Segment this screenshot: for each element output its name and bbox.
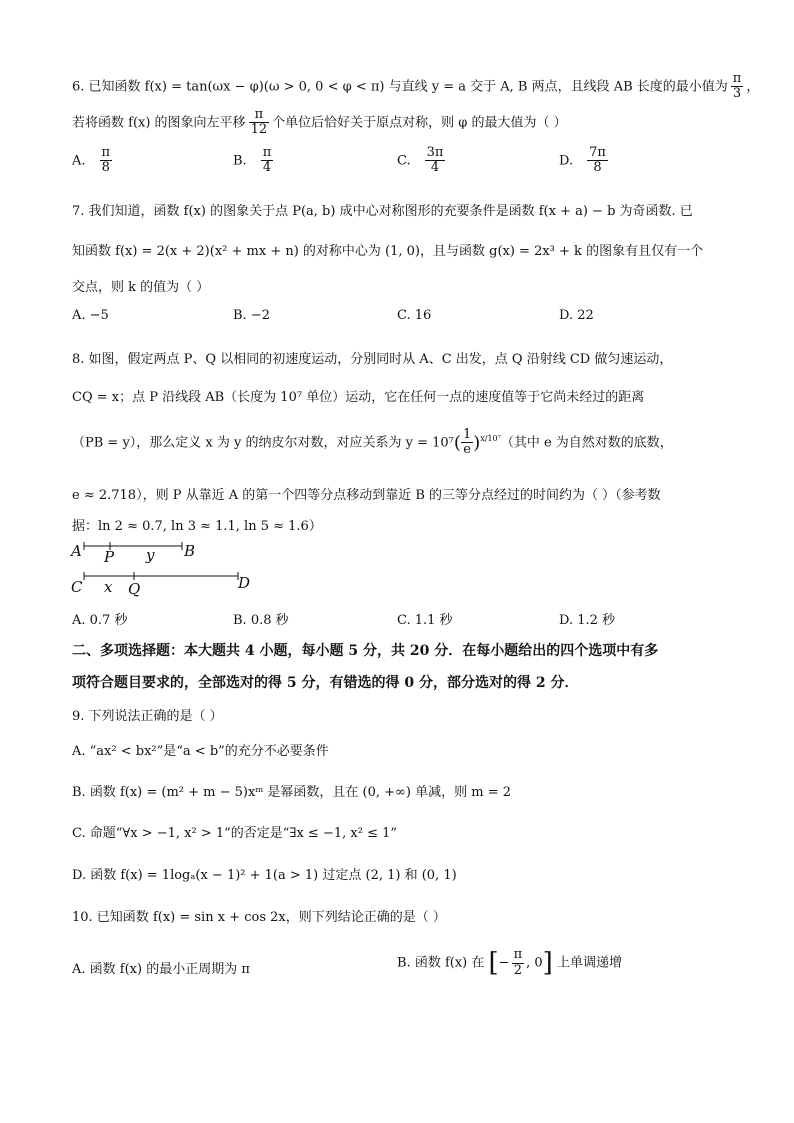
q8-diagram — [70, 540, 270, 600]
section2-heading-line1: 二、多项选择题：本大题共 4 小题，每小题 5 分，共 20 分．在每小题给出的四个选项中有多 — [72, 643, 659, 659]
q10-bracket-close: ] — [542, 948, 553, 978]
q6-option-d-den: 8 — [593, 160, 602, 176]
q8-line5: 据：ln 2 ≈ 0.7, ln 3 ≈ 1.1, ln 5 ≈ 1.6） — [72, 519, 322, 534]
q6-text1-end: ， — [746, 79, 760, 95]
q6-option-b — [233, 146, 276, 176]
q7-option-b: B. −2 — [233, 308, 270, 323]
q6-text2b: 个单位后恰好关于原点对称，则 φ 的最大值为（ ） — [272, 115, 567, 131]
q8-line1: 8. 如图，假定两点 P、Q 以相同的初速度运动，分别同时从 A、C 出发，点 Q 沿射线 CD 做匀速运动， — [72, 352, 673, 367]
q10-frac-num: π — [513, 947, 523, 963]
q8-line4: e ≈ 2.718），则 P 从靠近 A 的第一个四等分点移动到靠近 B 的三等分点经过的时间约为（ ）（参考数 — [72, 488, 661, 503]
q9-option-d: D. 函数 f(x) = 1logₐ(x − 1)² + 1(a > 1) 过定点 (2, 1) 和 (0, 1) — [72, 868, 457, 883]
q10-option-a: A. 函数 f(x) 的最小正周期为 π — [72, 962, 250, 977]
q6-option-d — [559, 146, 611, 176]
q6-frac2-den: 12 — [250, 122, 268, 138]
q9-stem: 9. 下列说法正确的是（ ） — [72, 709, 223, 724]
label-p: P — [104, 548, 115, 566]
section2-heading-line2: 项符合题目要求的，全部选对的得 5 分，有错选的得 0 分，部分选对的得 2 分． — [72, 675, 579, 691]
q7-option-a: A. −5 — [72, 308, 109, 323]
q6-option-b-label: B. — [233, 153, 247, 169]
q6-frac2-num: π — [249, 108, 270, 123]
q7-line3: 交点，则 k 的值为（ ） — [72, 280, 210, 295]
q10-option-b-text1: B. 函数 f(x) 在 — [397, 955, 485, 971]
q8-line3 — [72, 428, 673, 458]
label-y: y — [146, 546, 155, 564]
q8-paren-open: ( — [453, 432, 461, 454]
q9-option-c: C. 命题“∀x > −1, x² > 1”的否定是“∃x ≤ −1, x² ≤ 1” — [72, 826, 398, 841]
label-c: C — [71, 578, 83, 596]
q10-option-b — [397, 948, 622, 978]
q6-option-c-num: 3π — [426, 145, 444, 160]
q7-line2: 知函数 f(x) = 2(x + 2)(x² + mx + n) 的对称中心为 (1, 0)，且与函数 g(x) = 2x³ + k 的图象有且仅有一个 — [72, 244, 704, 259]
q6-frac1 — [731, 72, 744, 102]
q6-frac1-den: 3 — [732, 86, 742, 102]
q6-option-a-num: π — [101, 145, 111, 160]
q6-option-a-label: A. — [72, 153, 86, 169]
q8-line3b: （其中 e 为自然对数的底数， — [500, 435, 673, 451]
q10-stem: 10. 已知函数 f(x) = sin x + cos 2x，则下列结论正确的是（ ） — [72, 910, 446, 925]
q6-option-a-den: 8 — [101, 160, 110, 176]
q6-option-d-frac — [587, 146, 608, 176]
label-a: A — [71, 542, 82, 560]
q6-option-c-frac — [425, 146, 446, 176]
q6-option-d-num: 7π — [589, 145, 606, 160]
q10-frac — [512, 948, 525, 978]
q8-option-b: B. 0.8 秒 — [233, 613, 289, 628]
label-q: Q — [128, 580, 141, 598]
q7-line1: 7. 我们知道，函数 f(x) 的图象关于点 P(a, b) 成中心对称图形的充要条件是函数 f(x + a) − b 为奇函数. 已 — [72, 204, 693, 219]
q8-line2: CQ = x；点 P 沿线段 AB（长度为 10⁷ 单位）运动，它在任何一点的速度值等于它尚未经过的距离 — [72, 390, 645, 405]
q6-text2a: 若将函数 f(x) 的图象向左平移 — [72, 115, 246, 131]
q10-frac-den: 2 — [513, 962, 522, 978]
q8-option-c: C. 1.1 秒 — [397, 613, 453, 628]
q6-option-a — [72, 146, 115, 176]
q8-option-a: A. 0.7 秒 — [72, 613, 128, 628]
q6-text1: 6. 已知函数 f(x) = tan(ωx − φ)(ω > 0, 0 < φ < π) 与直线 y = a 交于 A, B 两点，且线段 AB 长度的最小值为 — [72, 79, 728, 95]
q9-option-a: A. “ax² < bx²”是“a < b”的充分不必要条件 — [72, 744, 329, 759]
q10-comma-zero: , 0 — [526, 955, 543, 971]
q6-option-b-frac — [261, 146, 274, 176]
q6-line2 — [72, 108, 567, 138]
q6-option-c — [397, 146, 448, 176]
q7-option-c: C. 16 — [397, 308, 432, 323]
label-x: x — [104, 578, 113, 596]
q8-frac-num: 1 — [462, 427, 472, 442]
q10-minus: − — [498, 955, 510, 971]
q6-option-c-den: 4 — [430, 160, 440, 176]
q6-frac2 — [249, 108, 270, 138]
q10-bracket-open: [ — [488, 948, 499, 978]
q6-option-d-label: D. — [559, 153, 574, 169]
q6-option-b-num: π — [262, 145, 272, 160]
q9-option-b: B. 函数 f(x) = (m² + m − 5)xᵐ 是幂函数，且在 (0, +∞) 单减，则 m = 2 — [72, 785, 511, 800]
q8-exponent: x/10⁷ — [480, 433, 501, 443]
q8-frac-den: e — [463, 442, 471, 458]
q6-option-a-frac — [100, 146, 113, 176]
label-d: D — [238, 574, 251, 592]
q6-line1 — [72, 72, 759, 102]
q10-option-b-text2: 上单调递增 — [556, 955, 622, 971]
label-b: B — [184, 542, 196, 560]
q8-frac — [461, 428, 473, 458]
q6-option-c-label: C. — [397, 153, 411, 169]
q7-option-d: D. 22 — [559, 308, 594, 323]
q6-option-b-den: 4 — [262, 160, 272, 176]
q8-line3a: （PB = y），那么定义 x 为 y 的纳皮尔对数，对应关系为 y = 10⁷ — [72, 435, 454, 451]
q6-frac1-num: π — [732, 71, 742, 86]
q8-option-d: D. 1.2 秒 — [559, 613, 616, 628]
q8-paren-close: ) — [473, 432, 481, 454]
